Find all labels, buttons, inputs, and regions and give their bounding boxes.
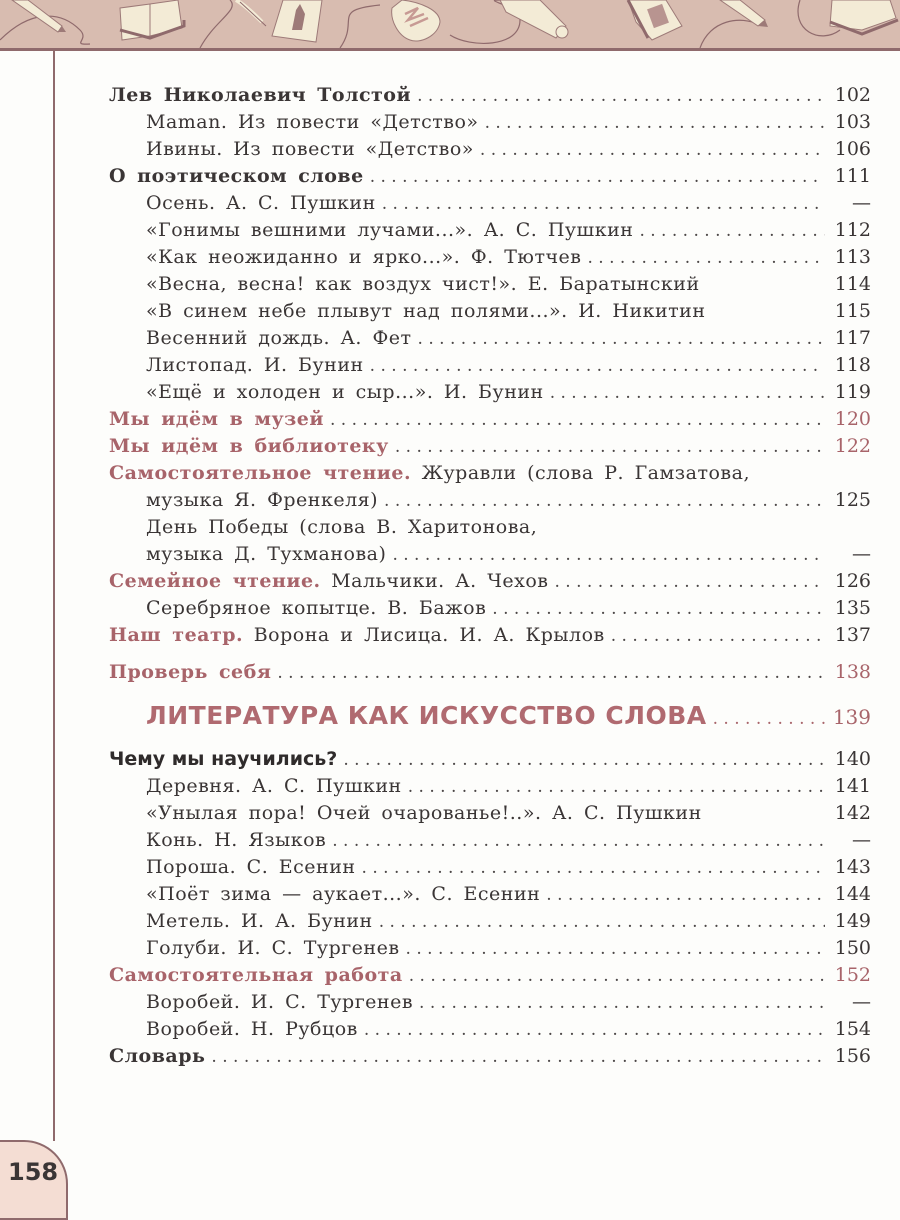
scroll-icon bbox=[500, 0, 568, 38]
toc-entry[interactable] bbox=[109, 82, 871, 109]
toc-entry[interactable] bbox=[109, 659, 871, 686]
toc-entry-label: День Победы (слова В. Харитонова, bbox=[146, 516, 538, 538]
toc-entry[interactable] bbox=[109, 217, 871, 244]
toc-entry-page: 118 bbox=[834, 354, 871, 376]
toc-entry-prefix: Семейное чтение. bbox=[109, 570, 321, 592]
leader-dots bbox=[211, 1044, 825, 1071]
toc-entry-label: Листопад. И. Бунин bbox=[146, 354, 364, 376]
toc-entry[interactable] bbox=[109, 136, 871, 163]
open-book-icon bbox=[120, 0, 184, 40]
leader-dots bbox=[417, 83, 825, 110]
picture-book-icon bbox=[628, 0, 682, 40]
toc-entry-page: 115 bbox=[834, 300, 871, 322]
leader-dots bbox=[611, 623, 825, 650]
leader-dots bbox=[395, 434, 825, 461]
leader-dots bbox=[587, 245, 825, 272]
toc-entry[interactable] bbox=[109, 352, 871, 379]
toc-entry-page: 139 bbox=[832, 705, 871, 729]
toc-entry-page: 119 bbox=[834, 381, 871, 403]
toc-entry[interactable] bbox=[109, 514, 871, 541]
toc-entry-page: 111 bbox=[834, 165, 871, 187]
toc-entry[interactable] bbox=[109, 881, 871, 908]
toc-entry[interactable] bbox=[109, 325, 871, 352]
leader-dots bbox=[392, 542, 825, 569]
toc-entry-label: Лев Николаевич Толстой bbox=[109, 84, 412, 106]
toc-entry[interactable] bbox=[109, 541, 871, 568]
toc-entry-label: Журавли (слова Р. Гамзатова, bbox=[421, 462, 750, 484]
table-of-contents bbox=[109, 82, 871, 1070]
toc-entry-label: Мы идём в музей bbox=[109, 408, 324, 430]
toc-entry[interactable] bbox=[109, 406, 871, 433]
toc-entry-page: 106 bbox=[834, 138, 871, 160]
toc-entry-page: 126 bbox=[834, 570, 871, 592]
toc-entry-page: 117 bbox=[834, 327, 871, 349]
page-number: 158 bbox=[8, 1158, 59, 1186]
leader-dots bbox=[418, 326, 825, 353]
toc-entry-page: 143 bbox=[834, 856, 871, 878]
section-title-label: ЛИТЕРАТУРА КАК ИСКУССТВО СЛОВА bbox=[146, 701, 707, 730]
leader-dots bbox=[277, 660, 825, 687]
leader-dots bbox=[362, 855, 825, 882]
toc-entry-label: Ворона и Лисица. И. А. Крылов bbox=[253, 624, 605, 646]
toc-entry-page: 137 bbox=[834, 624, 871, 646]
toc-entry-page: — bbox=[852, 543, 871, 565]
toc-entry-page: 135 bbox=[834, 597, 871, 619]
toc-entry-label: Чему мы научились? bbox=[109, 748, 338, 770]
leader-dots bbox=[370, 353, 825, 380]
leader-dots bbox=[492, 596, 825, 623]
toc-entry-page: 122 bbox=[834, 435, 871, 457]
toc-entry-page: 138 bbox=[834, 661, 871, 683]
toc-entry[interactable] bbox=[109, 595, 871, 622]
toc-entry-label: Серебряное копытце. В. Бажов bbox=[146, 597, 487, 619]
toc-entry[interactable] bbox=[109, 773, 871, 800]
toc-entry[interactable] bbox=[109, 244, 871, 271]
open-book-icon bbox=[830, 0, 898, 34]
leader-dots bbox=[480, 137, 825, 164]
leader-dots bbox=[419, 990, 825, 1017]
leader-dots bbox=[406, 936, 825, 963]
leader-dots bbox=[330, 407, 825, 434]
toc-entry[interactable] bbox=[109, 935, 871, 962]
toc-entry-page: 125 bbox=[834, 489, 871, 511]
toc-entry[interactable] bbox=[109, 298, 871, 325]
toc-entry-label: Мальчики. А. Чехов bbox=[331, 570, 549, 592]
toc-entry-label: Словарь bbox=[109, 1045, 206, 1067]
toc-entry-label: «Ещё и холоден и сыр...». И. Бунин bbox=[146, 381, 544, 403]
toc-entry-page: 154 bbox=[834, 1018, 871, 1040]
toc-entry[interactable] bbox=[109, 433, 871, 460]
picture-card-icon bbox=[272, 0, 322, 42]
toc-entry-label: Пороша. С. Есенин bbox=[146, 856, 356, 878]
toc-entry-label: Голуби. И. С. Тургенев bbox=[146, 937, 400, 959]
toc-entry-page: — bbox=[852, 991, 871, 1013]
toc-entry-label: О поэтическом слове bbox=[109, 165, 364, 187]
toc-entry-page: 141 bbox=[834, 775, 871, 797]
toc-entry-page: 144 bbox=[834, 883, 871, 905]
toc-entry[interactable] bbox=[109, 1043, 871, 1070]
toc-entry[interactable] bbox=[109, 854, 871, 881]
decorative-header-band bbox=[0, 0, 900, 51]
toc-entry-page: — bbox=[852, 192, 871, 214]
leader-dots bbox=[485, 110, 825, 137]
toc-entry-prefix: Самостоятельное чтение. bbox=[109, 462, 412, 484]
toc-entry[interactable] bbox=[109, 962, 871, 989]
toc-entry-label: Проверь себя bbox=[109, 661, 272, 683]
toc-entry[interactable] bbox=[109, 487, 871, 514]
toc-entry[interactable] bbox=[109, 908, 871, 935]
toc-entry-label: «Гонимы вешними лучами...». А. С. Пушкин bbox=[146, 219, 634, 241]
toc-entry-label: «Поёт зима — аукает...». С. Есенин bbox=[146, 883, 541, 905]
leader-dots bbox=[364, 1017, 825, 1044]
toc-entry-label: «Унылая пора! Очей очарованье!..». А. С. Пушкин bbox=[146, 802, 702, 824]
toc-entry-label: Воробей. И. С. Тургенев bbox=[146, 991, 414, 1013]
toc-entry-page: 152 bbox=[834, 964, 871, 986]
leader-dots bbox=[384, 488, 825, 515]
leader-dots bbox=[639, 218, 825, 245]
toc-entry-label: музыка Я. Френкеля) bbox=[146, 489, 379, 511]
toc-entry[interactable] bbox=[109, 271, 871, 298]
toc-entry[interactable] bbox=[109, 622, 871, 649]
toc-entry[interactable] bbox=[109, 989, 871, 1016]
toc-entry-page: 120 bbox=[834, 408, 871, 430]
leader-dots bbox=[408, 774, 825, 801]
toc-entry-page: — bbox=[852, 829, 871, 851]
toc-entry[interactable] bbox=[109, 460, 871, 487]
leader-dots bbox=[332, 828, 825, 855]
pencil-icon bbox=[720, 0, 768, 27]
toc-entry[interactable] bbox=[109, 1016, 871, 1043]
leader-dots bbox=[379, 909, 825, 936]
leader-dots bbox=[409, 963, 825, 990]
toc-entry-label: Воробей. Н. Рубцов bbox=[146, 1018, 358, 1040]
margin-line bbox=[53, 51, 55, 1141]
toc-entry[interactable] bbox=[109, 190, 871, 217]
header-illustrations bbox=[0, 0, 900, 48]
leader-dots bbox=[546, 882, 825, 909]
toc-entry-page: 150 bbox=[834, 937, 871, 959]
toc-entry[interactable] bbox=[109, 827, 871, 854]
toc-entry-label: Ивины. Из повести «Детство» bbox=[146, 138, 474, 160]
toc-entry-prefix: Наш театр. bbox=[109, 624, 244, 646]
toc-entry-page: 112 bbox=[834, 219, 871, 241]
leader-dots bbox=[550, 380, 825, 407]
toc-entry-label: «Весна, весна! как воздух чист!». Е. Баратынский bbox=[146, 273, 700, 295]
toc-entry-label: «Как неожиданно и ярко...». Ф. Тютчев bbox=[146, 246, 582, 268]
toc-entry-page: 114 bbox=[834, 273, 871, 295]
leader-dots bbox=[370, 164, 825, 191]
toc-entry-page: 102 bbox=[834, 84, 871, 106]
toc-entry-label: Maman. Из повести «Детство» bbox=[146, 111, 479, 133]
toc-entry-page: 103 bbox=[834, 111, 871, 133]
toc-entry[interactable] bbox=[109, 379, 871, 406]
leader-dots bbox=[713, 699, 825, 739]
toc-entry[interactable] bbox=[109, 109, 871, 136]
leader-dots bbox=[343, 747, 825, 774]
leader-dots bbox=[382, 191, 825, 218]
toc-entry-label: Самостоятельная работа bbox=[109, 964, 403, 986]
quill-icon bbox=[236, 0, 266, 26]
toc-entry-page: 140 bbox=[834, 748, 871, 770]
toc-entry-label: Осень. А. С. Пушкин bbox=[146, 192, 376, 214]
toc-entry-label: «В синем небе плывут над полями...». И. Никитин bbox=[146, 300, 706, 322]
toc-entry-page: 149 bbox=[834, 910, 871, 932]
leader-dots bbox=[555, 569, 826, 596]
toc-section-title[interactable] bbox=[109, 696, 871, 736]
toc-entry-label: музыка Д. Тухманова) bbox=[146, 543, 387, 565]
toc-entry-page: 113 bbox=[834, 246, 871, 268]
toc-entry-label: Метель. И. А. Бунин bbox=[146, 910, 373, 932]
toc-entry[interactable] bbox=[109, 568, 871, 595]
mask-tag-icon bbox=[392, 0, 440, 41]
toc-entry-page: 142 bbox=[834, 802, 871, 824]
toc-entry-label: Весенний дождь. А. Фет bbox=[146, 327, 412, 349]
toc-entry-label: Конь. Н. Языков bbox=[146, 829, 327, 851]
toc-entry[interactable] bbox=[109, 746, 871, 773]
toc-entry[interactable] bbox=[109, 800, 871, 827]
toc-entry-page: 156 bbox=[834, 1045, 871, 1067]
toc-entry-label: Деревня. А. С. Пушкин bbox=[146, 775, 402, 797]
toc-entry[interactable] bbox=[109, 163, 871, 190]
toc-entry-label: Мы идём в библиотеку bbox=[109, 435, 389, 457]
pencil-icon bbox=[12, 0, 66, 32]
